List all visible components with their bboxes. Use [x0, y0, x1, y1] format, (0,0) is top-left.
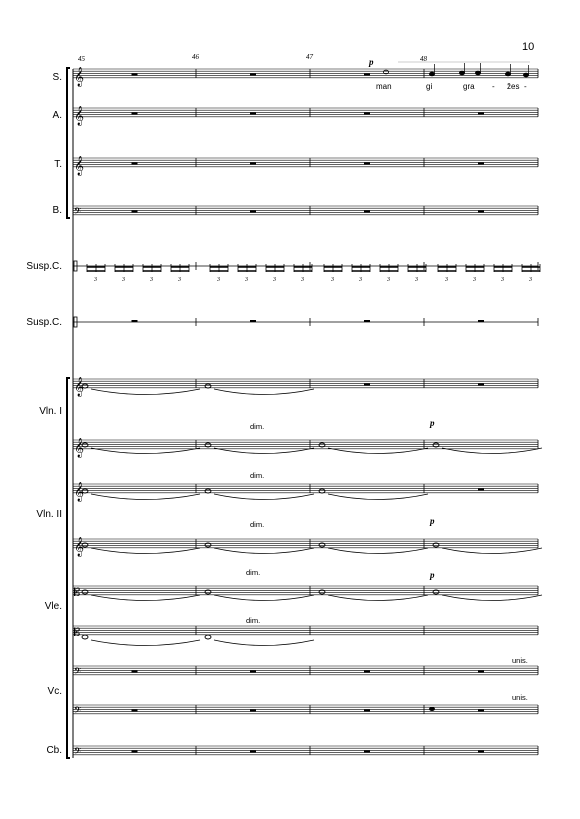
- tuplet-number: 3: [445, 277, 448, 283]
- tie-violin-2b: [91, 548, 200, 554]
- tuplet-number: 3: [301, 277, 304, 283]
- tie-viola-a: [328, 595, 428, 601]
- dim-marking-1: dim.: [250, 422, 265, 431]
- cello-note: [429, 707, 435, 711]
- clef-cello-b: 𝄢: [74, 704, 82, 718]
- tie-violin-2b: [214, 548, 314, 554]
- clef-violin-1b: 𝄞: [74, 437, 85, 458]
- clef-cello-a: 𝄢: [74, 665, 82, 679]
- soprano-note: [429, 72, 434, 76]
- soprano-note: [505, 72, 510, 76]
- tie-violin-2a: [91, 494, 200, 500]
- clef-viola-b: 𝄡: [74, 625, 81, 639]
- tie-viola-a: [214, 595, 314, 601]
- soprano-note: [475, 71, 480, 75]
- soprano-note: [523, 73, 528, 77]
- label-tenor: T.: [54, 159, 62, 170]
- tuplet-number: 3: [529, 277, 532, 283]
- clef-violin-1a: 𝄞: [74, 376, 85, 397]
- label-violin-2: Vln. II: [36, 509, 62, 520]
- tie-violin-2b: [442, 548, 542, 554]
- bar-rest-cello-b: [364, 709, 370, 711]
- label-susp-cymbal-2: Susp.C.: [26, 317, 62, 328]
- tuplet-number: 3: [217, 277, 220, 283]
- bar-rest-tenor: [132, 162, 138, 164]
- tuplet-number: 3: [245, 277, 248, 283]
- bar-rest-susp-cymbal-2: [250, 320, 256, 322]
- bar-rest-bass: [132, 210, 138, 212]
- tie-violin-2a: [214, 494, 314, 500]
- bar-rest-tenor: [364, 162, 370, 164]
- bar-rest-tenor: [478, 162, 484, 164]
- bar-rest-contrabass: [364, 750, 370, 752]
- label-alto: A.: [52, 110, 62, 121]
- bar-rest-cello-b: [250, 709, 256, 711]
- tuplet-number: 3: [273, 277, 276, 283]
- whole-note-violin-2a: [319, 489, 325, 493]
- tuplet-number: 3: [178, 277, 181, 283]
- label-viola: Vle.: [44, 601, 62, 612]
- lyric-gi: gi: [426, 82, 433, 91]
- unis-marking-1: unis.: [512, 656, 528, 665]
- bar-rest-contrabass: [132, 750, 138, 752]
- bar-rest-alto: [364, 112, 370, 114]
- lyric-man: man: [376, 82, 392, 91]
- clef-tenor: 𝄞: [74, 155, 85, 176]
- bar-rest-susp-cymbal-2: [132, 320, 138, 322]
- bar-number-45: 45: [78, 55, 85, 63]
- tuplet-number: 3: [501, 277, 504, 283]
- tuplet-number: 3: [415, 277, 418, 283]
- dim-marking-5: dim.: [246, 616, 261, 625]
- label-bass: B.: [52, 205, 62, 216]
- bar-rest-violin-1a: [478, 383, 484, 385]
- bar-rest-alto: [478, 112, 484, 114]
- bar-rest-soprano: [250, 73, 256, 75]
- tie-viola-a: [442, 595, 542, 601]
- tuplet-number: 3: [359, 277, 362, 283]
- tuplet-number: 3: [387, 277, 390, 283]
- label-susp-cymbal-1: Susp.C.: [26, 261, 62, 272]
- dim-marking-3: dim.: [250, 520, 265, 529]
- bar-rest-violin-2a: [478, 488, 484, 490]
- bar-rest-bass: [364, 210, 370, 212]
- dynamic-soprano-p: p: [369, 57, 374, 67]
- bar-rest-cello-a: [132, 670, 138, 672]
- bar-rest-alto: [250, 112, 256, 114]
- lyric-gra: gra: [463, 82, 475, 91]
- lyric-hyphen-2: -: [524, 82, 527, 91]
- tie-viola-b: [91, 640, 200, 646]
- clef-alto: 𝄞: [74, 105, 85, 126]
- clef-soprano: 𝄞: [74, 66, 85, 87]
- tie-violin-1a: [91, 389, 200, 395]
- whole-note-violin-1a: [205, 384, 211, 388]
- bar-rest-cello-b: [132, 709, 138, 711]
- tuplet-number: 3: [94, 277, 97, 283]
- bar-rest-tenor: [250, 162, 256, 164]
- bracket-choir: [67, 68, 70, 218]
- label-cello: Vc.: [47, 686, 62, 697]
- bar-rest-soprano: [132, 73, 138, 75]
- clef-contrabass: 𝄢: [74, 745, 82, 759]
- clef-bass: 𝄢: [74, 205, 82, 219]
- tuplet-number: 3: [331, 277, 334, 283]
- lyric-hyphen-1: -: [492, 82, 495, 91]
- bracket-strings: [67, 378, 70, 758]
- dim-marking-2: dim.: [250, 471, 265, 480]
- label-soprano: S.: [52, 72, 62, 83]
- clef-viola-a: 𝄡: [74, 585, 81, 599]
- bar-rest-contrabass: [250, 750, 256, 752]
- label-contrabass: Cb.: [46, 745, 62, 756]
- tie-violin-2b: [328, 548, 428, 554]
- bar-rest-violin-1a: [364, 383, 370, 385]
- soprano-note: [459, 71, 464, 75]
- tie-viola-a: [91, 595, 200, 601]
- bar-rest-cello-a: [250, 670, 256, 672]
- bar-rest-susp-cymbal-2: [364, 320, 370, 322]
- bar-rest-alto: [132, 112, 138, 114]
- whole-note-viola-b: [82, 635, 88, 639]
- bar-number-47: 47: [306, 53, 313, 61]
- tie-violin-1a: [214, 389, 314, 395]
- clef-violin-2b: 𝄞: [74, 536, 85, 557]
- tuplet-number: 3: [473, 277, 476, 283]
- whole-note-violin-2a: [205, 489, 211, 493]
- dynamic-violin-1-p: p: [430, 418, 435, 428]
- bar-rest-soprano: [364, 73, 370, 75]
- tuplet-number: 3: [122, 277, 125, 283]
- bar-rest-contrabass: [478, 750, 484, 752]
- dynamic-violin-2-p: p: [430, 516, 435, 526]
- bar-number-46: 46: [192, 53, 199, 61]
- bar-rest-bass: [250, 210, 256, 212]
- unis-marking-2: unis.: [512, 693, 528, 702]
- label-violin-1: Vln. I: [39, 406, 62, 417]
- page-number: 10: [522, 41, 535, 53]
- dynamic-viola-p: p: [430, 570, 435, 580]
- bar-rest-bass: [478, 210, 484, 212]
- bar-rest-cello-a: [478, 670, 484, 672]
- lyric-zes: žes: [507, 82, 520, 91]
- tie-violin-2a: [328, 494, 428, 500]
- bar-rest-susp-cymbal-2: [478, 320, 484, 322]
- dim-marking-4: dim.: [246, 568, 261, 577]
- tie-viola-b: [214, 640, 314, 646]
- bar-rest-cello-b: [478, 709, 484, 711]
- whole-note-viola-b: [205, 635, 211, 639]
- clef-violin-2a: 𝄞: [74, 481, 85, 502]
- bar-rest-cello-a: [364, 670, 370, 672]
- bar-number-48: 48: [420, 55, 427, 63]
- tuplet-number: 3: [150, 277, 153, 283]
